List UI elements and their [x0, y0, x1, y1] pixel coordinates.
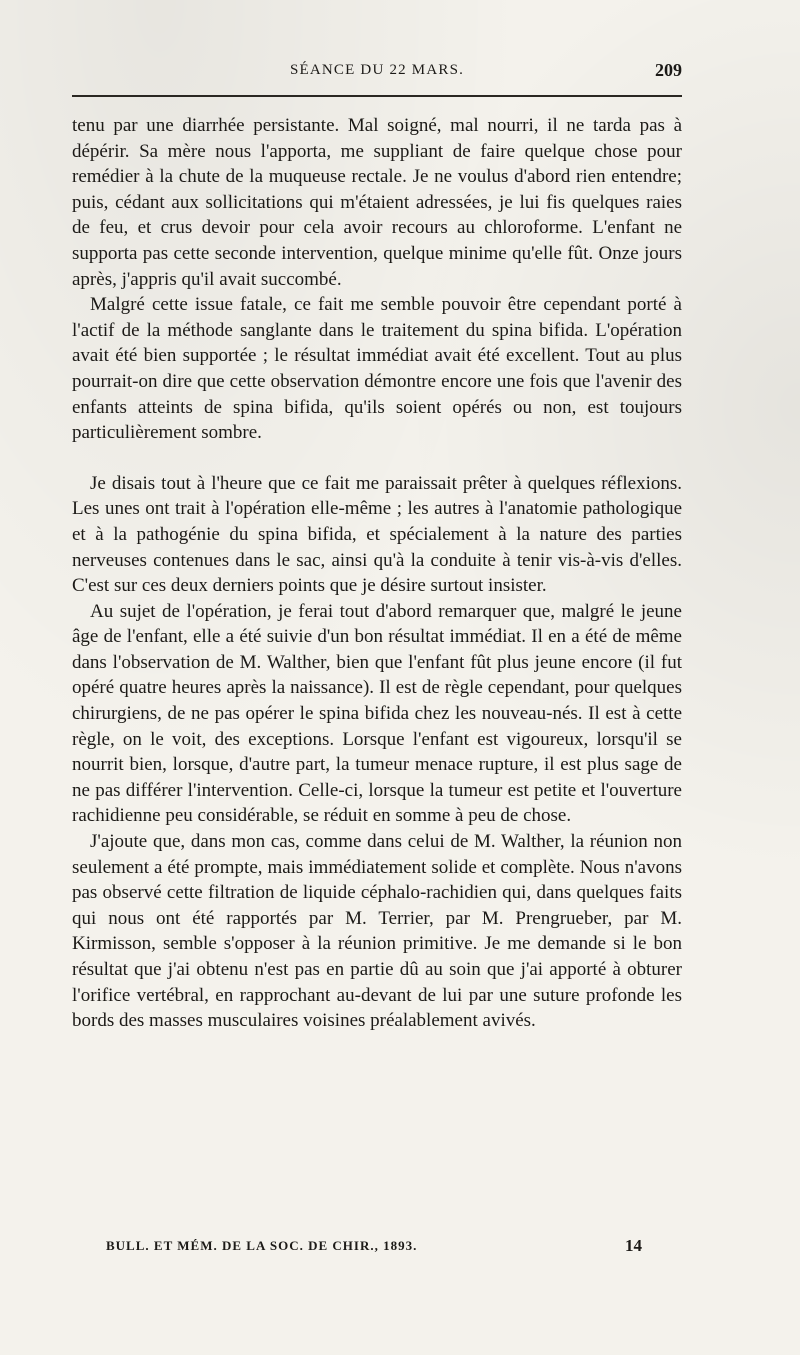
paragraph-3: Je disais tout à l'heure que ce fait me paraissait prêter à quelques réflexions. Les unes ont trait à l'opération elle-même ; les autres à l'anatomie pathologique et à la pathogénie du spina bifida, et spécialement à la nature des parties nerveuses contenues dans le sac, ainsi qu'à la conduite à tenir vis-à-vis d'elles. C'est sur ces deux derniers points que je désire surtout insister.: [72, 472, 682, 597]
paragraph-4: Au sujet de l'opération, je ferai tout d'abord remarquer que, malgré le jeune âge de l'enfant, elle a été suivie d'un bon résultat immédiat. Il en a été de même dans l'observation de M. Walther, bien que l'enfant fût plus jeune encore (il fut opéré quatre heures après la naissance). Il est de règle cependant, pour quelques chirurgiens, de ne pas opérer le spina bifida chez les nouveau-nés. Il est à cette règle, on le voit, des exceptions. Lorsque l'enfant est vigoureux, lorsqu'il se nourrit bien, lorsque, d'autre part, la tumeur menace rupture, il est plus sage de ne pas différer l'intervention. Celle-ci, lorsque la tumeur est petite et l'ouverture rachidienne peu considérable, se réduit en somme à peu de chose.: [72, 600, 682, 827]
paragraph-5: J'ajoute que, dans mon cas, comme dans celui de M. Walther, la réunion non seulement a été prompte, mais immédiatement solide et complète. Nous n'avons pas observé cette filtration de liquide céphalo-rachidien qui, dans quelques faits qui nous ont été rapportés par M. Terrier, par M. Prengrueber, par M. Kirmisson, semble s'opposer à la réunion primitive. Je me demande si le bon résultat que j'ai obtenu n'est pas en partie dû au soin que j'ai apporté à obturer l'orifice vertébral, en rapprochant au-devant de lui par une suture profonde les bords des masses musculaires voisines préalablement avivés.: [72, 831, 682, 1032]
page-number: 209: [655, 60, 682, 80]
footer-citation: BULL. ET MÉM. DE LA SOC. DE CHIR., 1893.: [106, 1238, 418, 1253]
running-title: SÉANCE DU 22 MARS.: [289, 62, 465, 78]
page-header: [72, 62, 682, 92]
header-rule: [72, 95, 682, 97]
page-body: [72, 113, 682, 1034]
page-footer: [106, 1236, 642, 1260]
paragraph-2: Malgré cette issue fatale, ce fait me semble pouvoir être cependant porté à l'actif de la méthode sanglante dans le traitement du spina bifida. L'opération avait été bien supportée ; le résultat immédiat avait été excellent. Tout au plus pourrait-on dire que cette observation démontre encore une fois que l'avenir des enfants atteints de spina bifida, qu'ils soient opérés ou non, est toujours particulièrement sombre.: [72, 294, 682, 444]
signature-mark: 14: [625, 1236, 642, 1255]
paragraph-1: tenu par une diarrhée persistante. Mal soigné, mal nourri, il ne tarda pas à dépérir. Sa mère nous l'apporta, me suppliant de faire quelque chose pour remédier à la chute de la muqueuse rectale. Je ne voulus d'abord rien entendre; puis, cédant aux sollicitations qui m'étaient adressées, je lui fis quelques raies de feu, et crus devoir pour cela avoir recours au chloroforme. L'enfant ne supporta pas cette seconde intervention, quelque minime qu'elle fût. Onze jours après, j'appris qu'il avait succombé.: [72, 115, 682, 290]
